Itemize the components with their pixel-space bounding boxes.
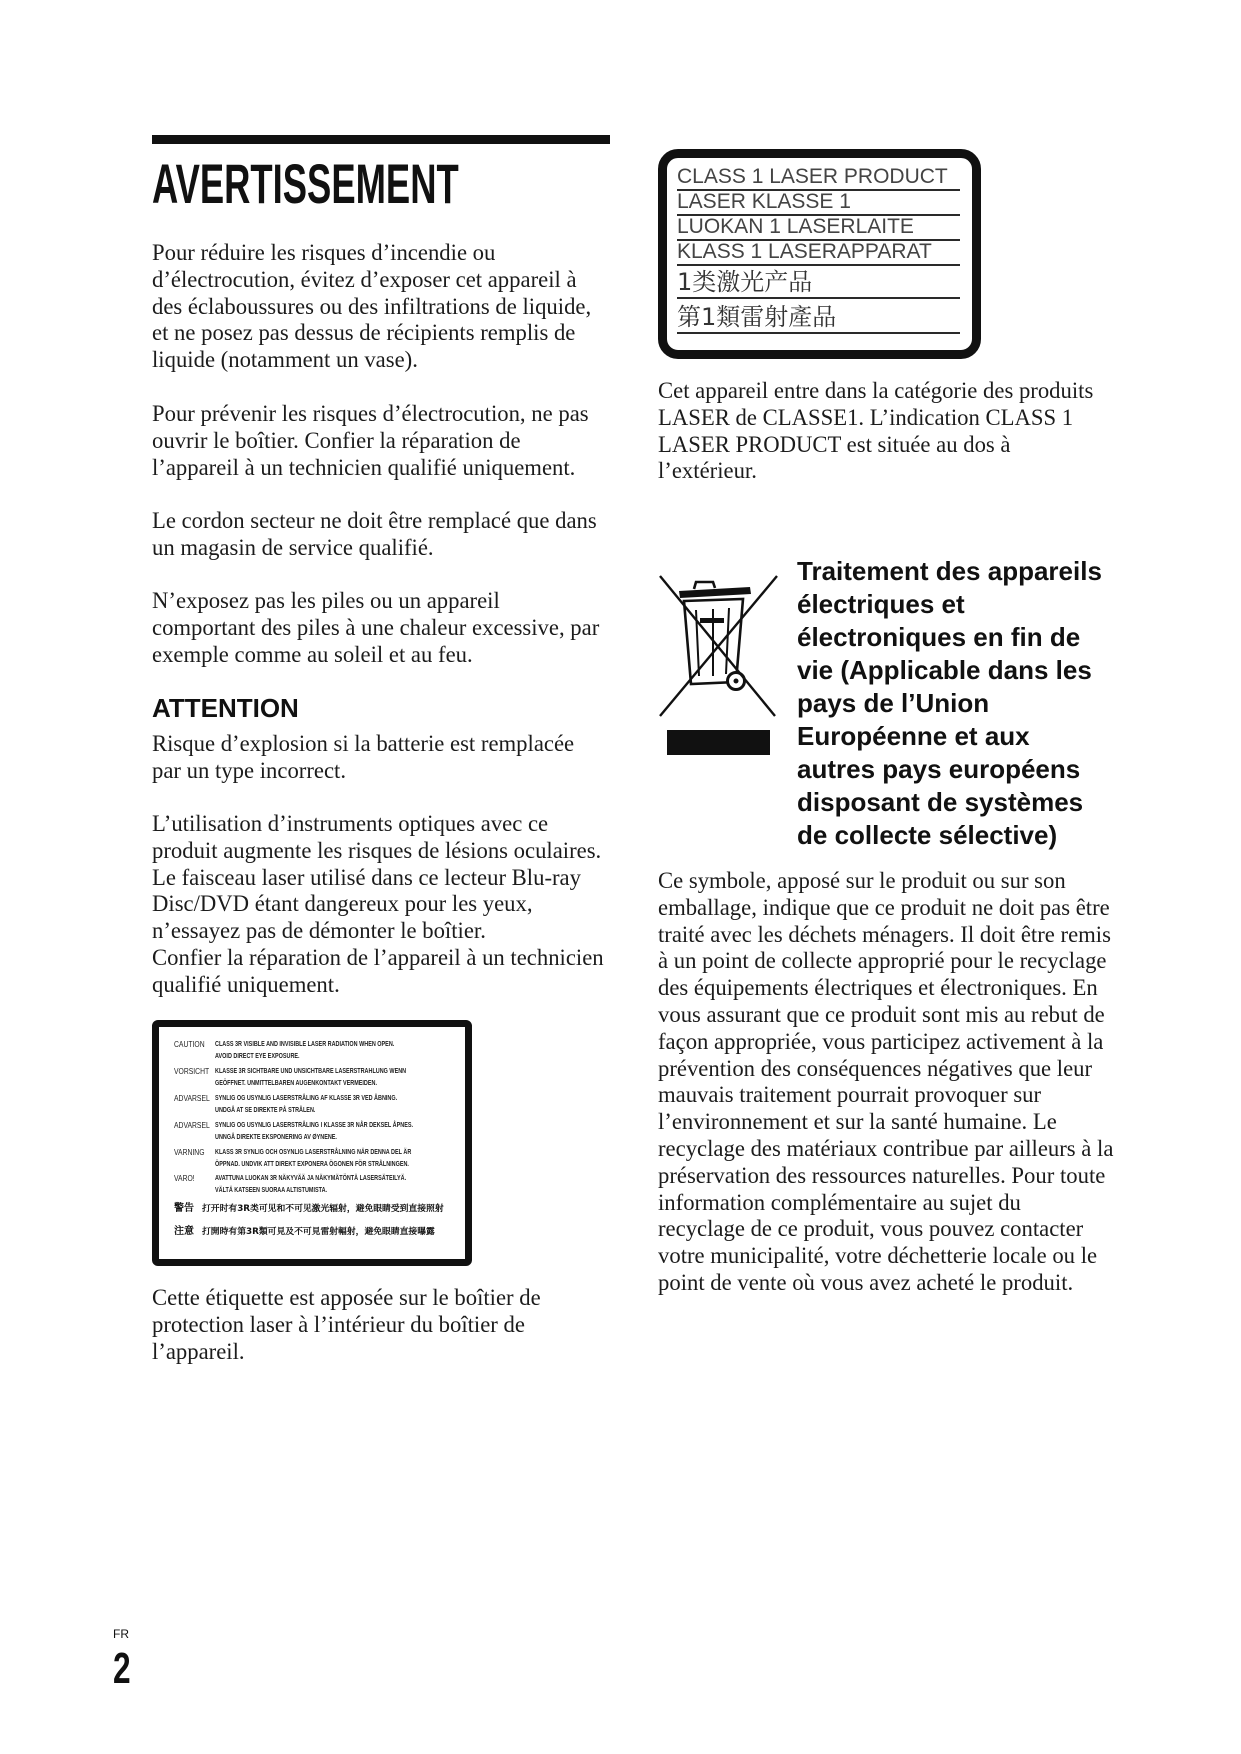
paragraph-shock-warning — [152, 401, 589, 481]
text-line: Risque d’explosion si la batterie est remplacée — [152, 731, 575, 756]
attention-heading: ATTENTION — [152, 693, 299, 723]
text-line: l’extérieur. — [658, 458, 757, 484]
paragraph-power-cord — [152, 508, 597, 562]
text-line: l’appareil à un technicien qualifié uniquement. — [152, 454, 576, 480]
paragraph-fire-warning — [152, 240, 591, 374]
text-line: ouvrir le boîtier. Confier la réparation de — [152, 427, 521, 453]
text-line: recyclage de ce produit, vous pouvez contacter — [658, 1216, 1084, 1242]
text-line: UNDGÅ AT SE DIREKTE PÅ STRÅLEN. — [215, 1107, 316, 1114]
text-line: électroniques en fin de — [797, 622, 1081, 652]
text-line: GEÖFFNET. UNMITTELBAREN AUGENKONTAKT VERMEIDEN. — [215, 1080, 377, 1087]
laser-label-row: LUOKAN 1 LASERLAITE — [677, 216, 960, 241]
text-line: et ne posez pas dessus de récipients remplis de — [152, 320, 576, 346]
text-line: l’environnement et sur la santé humaine. Le — [658, 1109, 1057, 1135]
text-line: KLASSE 3R SICHTBARE UND UNSICHTBARE LASERSTRAHLUNG WENN — [215, 1068, 407, 1075]
text-line: vous assurant que ce produit sont mis au rebut de — [658, 1001, 1105, 1027]
laser-label-row: 第1類雷射產品 — [677, 299, 960, 334]
weee-heading — [797, 555, 1102, 852]
page-number: 2 — [113, 1644, 131, 1693]
text-line: par un type incorrect. — [152, 757, 347, 783]
text-line: SYNLIG OG USYNLIG LASERSTRÅLING I KLASSE 3R NÅR DEKSEL ÅPNES. — [215, 1122, 414, 1129]
label-row-vorsicht — [159, 1066, 465, 1090]
text-line: Le cordon secteur ne doit être remplacé que dans — [152, 508, 597, 533]
label-row-word: VORSICHT — [174, 1067, 210, 1076]
laser-label-row: LASER KLASSE 1 — [677, 191, 960, 216]
text-line: Confier la réparation de l’appareil à un technicien — [152, 944, 604, 970]
text-line: des éclaboussures ou des infiltrations de liquide, — [152, 293, 592, 319]
text-line: Traitement des appareils — [797, 556, 1102, 586]
text-line: Cet appareil entre dans la catégorie des produits — [658, 378, 1094, 403]
laser-label-row: KLASS 1 LASERAPPARAT — [677, 241, 960, 266]
text-line: l’appareil. — [152, 1338, 245, 1364]
label-row-varning — [159, 1147, 465, 1171]
text-line: point de vente où vous avez acheté le produit. — [658, 1269, 1074, 1295]
label-row-caution — [159, 1039, 465, 1063]
label-row-word: VARO! — [174, 1174, 195, 1183]
paragraph-explosion-risk — [152, 731, 574, 785]
text-line: ÖPPNAD. UNDVIK ATT DIREKT EXPONERA ÖGONEN FÖR STRÅLNINGEN. — [215, 1161, 409, 1168]
title-rule — [152, 135, 610, 144]
label-row-text — [215, 1173, 406, 1197]
text-line: produit augmente les risques de lésions oculaires. — [152, 837, 602, 863]
text-line: SYNLIG OG USYNLIG LASERSTRÅLING AF KLASSE 3R VED ÅBNING. — [215, 1095, 398, 1102]
text-line: liquide (notamment un vase). — [152, 347, 418, 373]
text-line: électriques et — [797, 589, 965, 619]
text-line: un magasin de service qualifié. — [152, 534, 434, 560]
class-1-laser-label — [658, 149, 981, 359]
text-line: L’utilisation d’instruments optiques avec ce — [152, 811, 549, 836]
text-line: qualifié uniquement. — [152, 971, 340, 997]
text-line: prévention des conséquences négatives que leur — [658, 1055, 1093, 1081]
text-line: LASER de CLASSE1. L’indication CLASS 1 — [658, 404, 1074, 430]
text-line: information complémentaire au sujet du — [658, 1189, 1021, 1215]
label-row-word: 注意 — [174, 1226, 194, 1237]
crossed-out-wheeled-bin-icon — [656, 572, 782, 758]
label-row-varo — [159, 1173, 465, 1197]
paragraph-weee-body — [658, 868, 1113, 1297]
label-caption — [152, 1285, 541, 1365]
text-line: Européenne et aux — [797, 721, 1030, 751]
paragraph-laser-class — [658, 378, 1093, 485]
text-line: mauvais traitement pourrait provoquer sur — [658, 1082, 1042, 1108]
text-line: Ce symbole, apposé sur le produit ou sur son — [658, 868, 1066, 893]
text-line: façon appropriée, vous participez activement à la — [658, 1028, 1104, 1054]
label-row-word: 警告 — [174, 1203, 194, 1214]
text-line: LASER PRODUCT est située au dos à — [658, 431, 1011, 457]
text-line: Disc/DVD étant dangereux pour les yeux, — [152, 891, 533, 917]
footer-language-tag: FR — [113, 1627, 129, 1641]
label-row-text — [215, 1120, 413, 1144]
label-row-word: ADVARSEL — [174, 1094, 210, 1103]
text-line: votre municipalité, votre déchetterie locale ou le — [658, 1243, 1098, 1269]
text-line: AVOID DIRECT EYE EXPOSURE. — [215, 1053, 300, 1060]
label-row-word: VARNING — [174, 1148, 205, 1157]
text-line: Cette étiquette est apposée sur le boîtier de — [152, 1285, 541, 1310]
text-line: KLASS 3R SYNLIG OCH OSYNLIG LASERSTRÅLNING NÄR DENNA DEL ÄR — [215, 1149, 412, 1156]
text-line: AVATTUNA LUOKAN 3R NÄKYVÄÄ JA NÄKYMÄTÖNTÄ LASERSÄTEILYÄ. — [215, 1175, 407, 1182]
page-title: AVERTISSEMENT — [152, 152, 459, 215]
label-row-text: 打开时有3R类可见和不可见激光辐射，避免眼睛受到直接照射 — [202, 1204, 444, 1214]
text-line: disposant de systèmes — [797, 787, 1084, 817]
text-line: à un point de collecte approprié pour le recyclage — [658, 948, 1107, 974]
label-row-word: ADVARSEL — [174, 1121, 210, 1130]
label-row-text — [215, 1066, 406, 1090]
text-line: des équipements électriques et électroniques. En — [658, 975, 1098, 1001]
label-row-chinese-simplified — [159, 1202, 465, 1216]
label-row-text: 打開時有第3R類可見及不可見雷射輻射，避免眼睛直接曝露 — [202, 1227, 435, 1237]
label-row-chinese-traditional — [159, 1225, 465, 1239]
label-row-advarsel-da — [159, 1093, 465, 1117]
text-line: pays de l’Union — [797, 688, 990, 718]
laser-label-row: CLASS 1 LASER PRODUCT — [677, 163, 960, 191]
text-line: Le faisceau laser utilisé dans ce lecteur Blu-ray — [152, 864, 581, 890]
text-line: préservation des ressources naturelles. Pour toute — [658, 1162, 1106, 1188]
label-row-text — [215, 1039, 394, 1063]
label-row-text — [215, 1093, 397, 1117]
text-line: CLASS 3R VISIBLE AND INVISIBLE LASER RADIATION WHEN OPEN. — [215, 1041, 395, 1048]
label-row-word: CAUTION — [174, 1040, 205, 1049]
text-line: recyclage des matériaux contribue par ailleurs à la — [658, 1135, 1114, 1161]
text-line: n’essayez pas de démonter le boîtier. — [152, 918, 486, 944]
paragraph-batteries — [152, 588, 599, 668]
laser-label-row: 1类激光产品 — [677, 266, 960, 299]
label-row-advarsel-no — [159, 1120, 465, 1144]
text-line: comportant des piles à une chaleur excessive, par — [152, 614, 600, 640]
text-line: Pour réduire les risques d’incendie ou — [152, 240, 496, 265]
label-row-text — [215, 1147, 411, 1171]
text-line: N’exposez pas les piles ou un appareil — [152, 588, 500, 613]
text-line: VÄLTÄ KATSEEN SUORAA ALTISTUMISTA. — [215, 1187, 328, 1194]
text-line: de collecte sélective) — [797, 820, 1058, 850]
paragraph-optical-instruments — [152, 811, 604, 999]
caution-laser-label — [152, 1020, 472, 1266]
text-line: traité avec les déchets ménagers. Il doit être remis — [658, 921, 1111, 947]
text-line: Pour prévenir les risques d’électrocution, ne pas — [152, 401, 589, 426]
text-line: autres pays européens — [797, 754, 1081, 784]
text-line: d’électrocution, évitez d’exposer cet appareil à — [152, 266, 577, 292]
text-line: vie (Applicable dans les — [797, 655, 1092, 685]
text-line: emballage, indique que ce produit ne doit pas être — [658, 894, 1110, 920]
text-line: protection laser à l’intérieur du boîtier de — [152, 1311, 525, 1337]
text-line: exemple comme au soleil et au feu. — [152, 641, 473, 667]
text-line: UNNGÅ DIREKTE EKSPONERING AV ØYNENE. — [215, 1134, 337, 1141]
